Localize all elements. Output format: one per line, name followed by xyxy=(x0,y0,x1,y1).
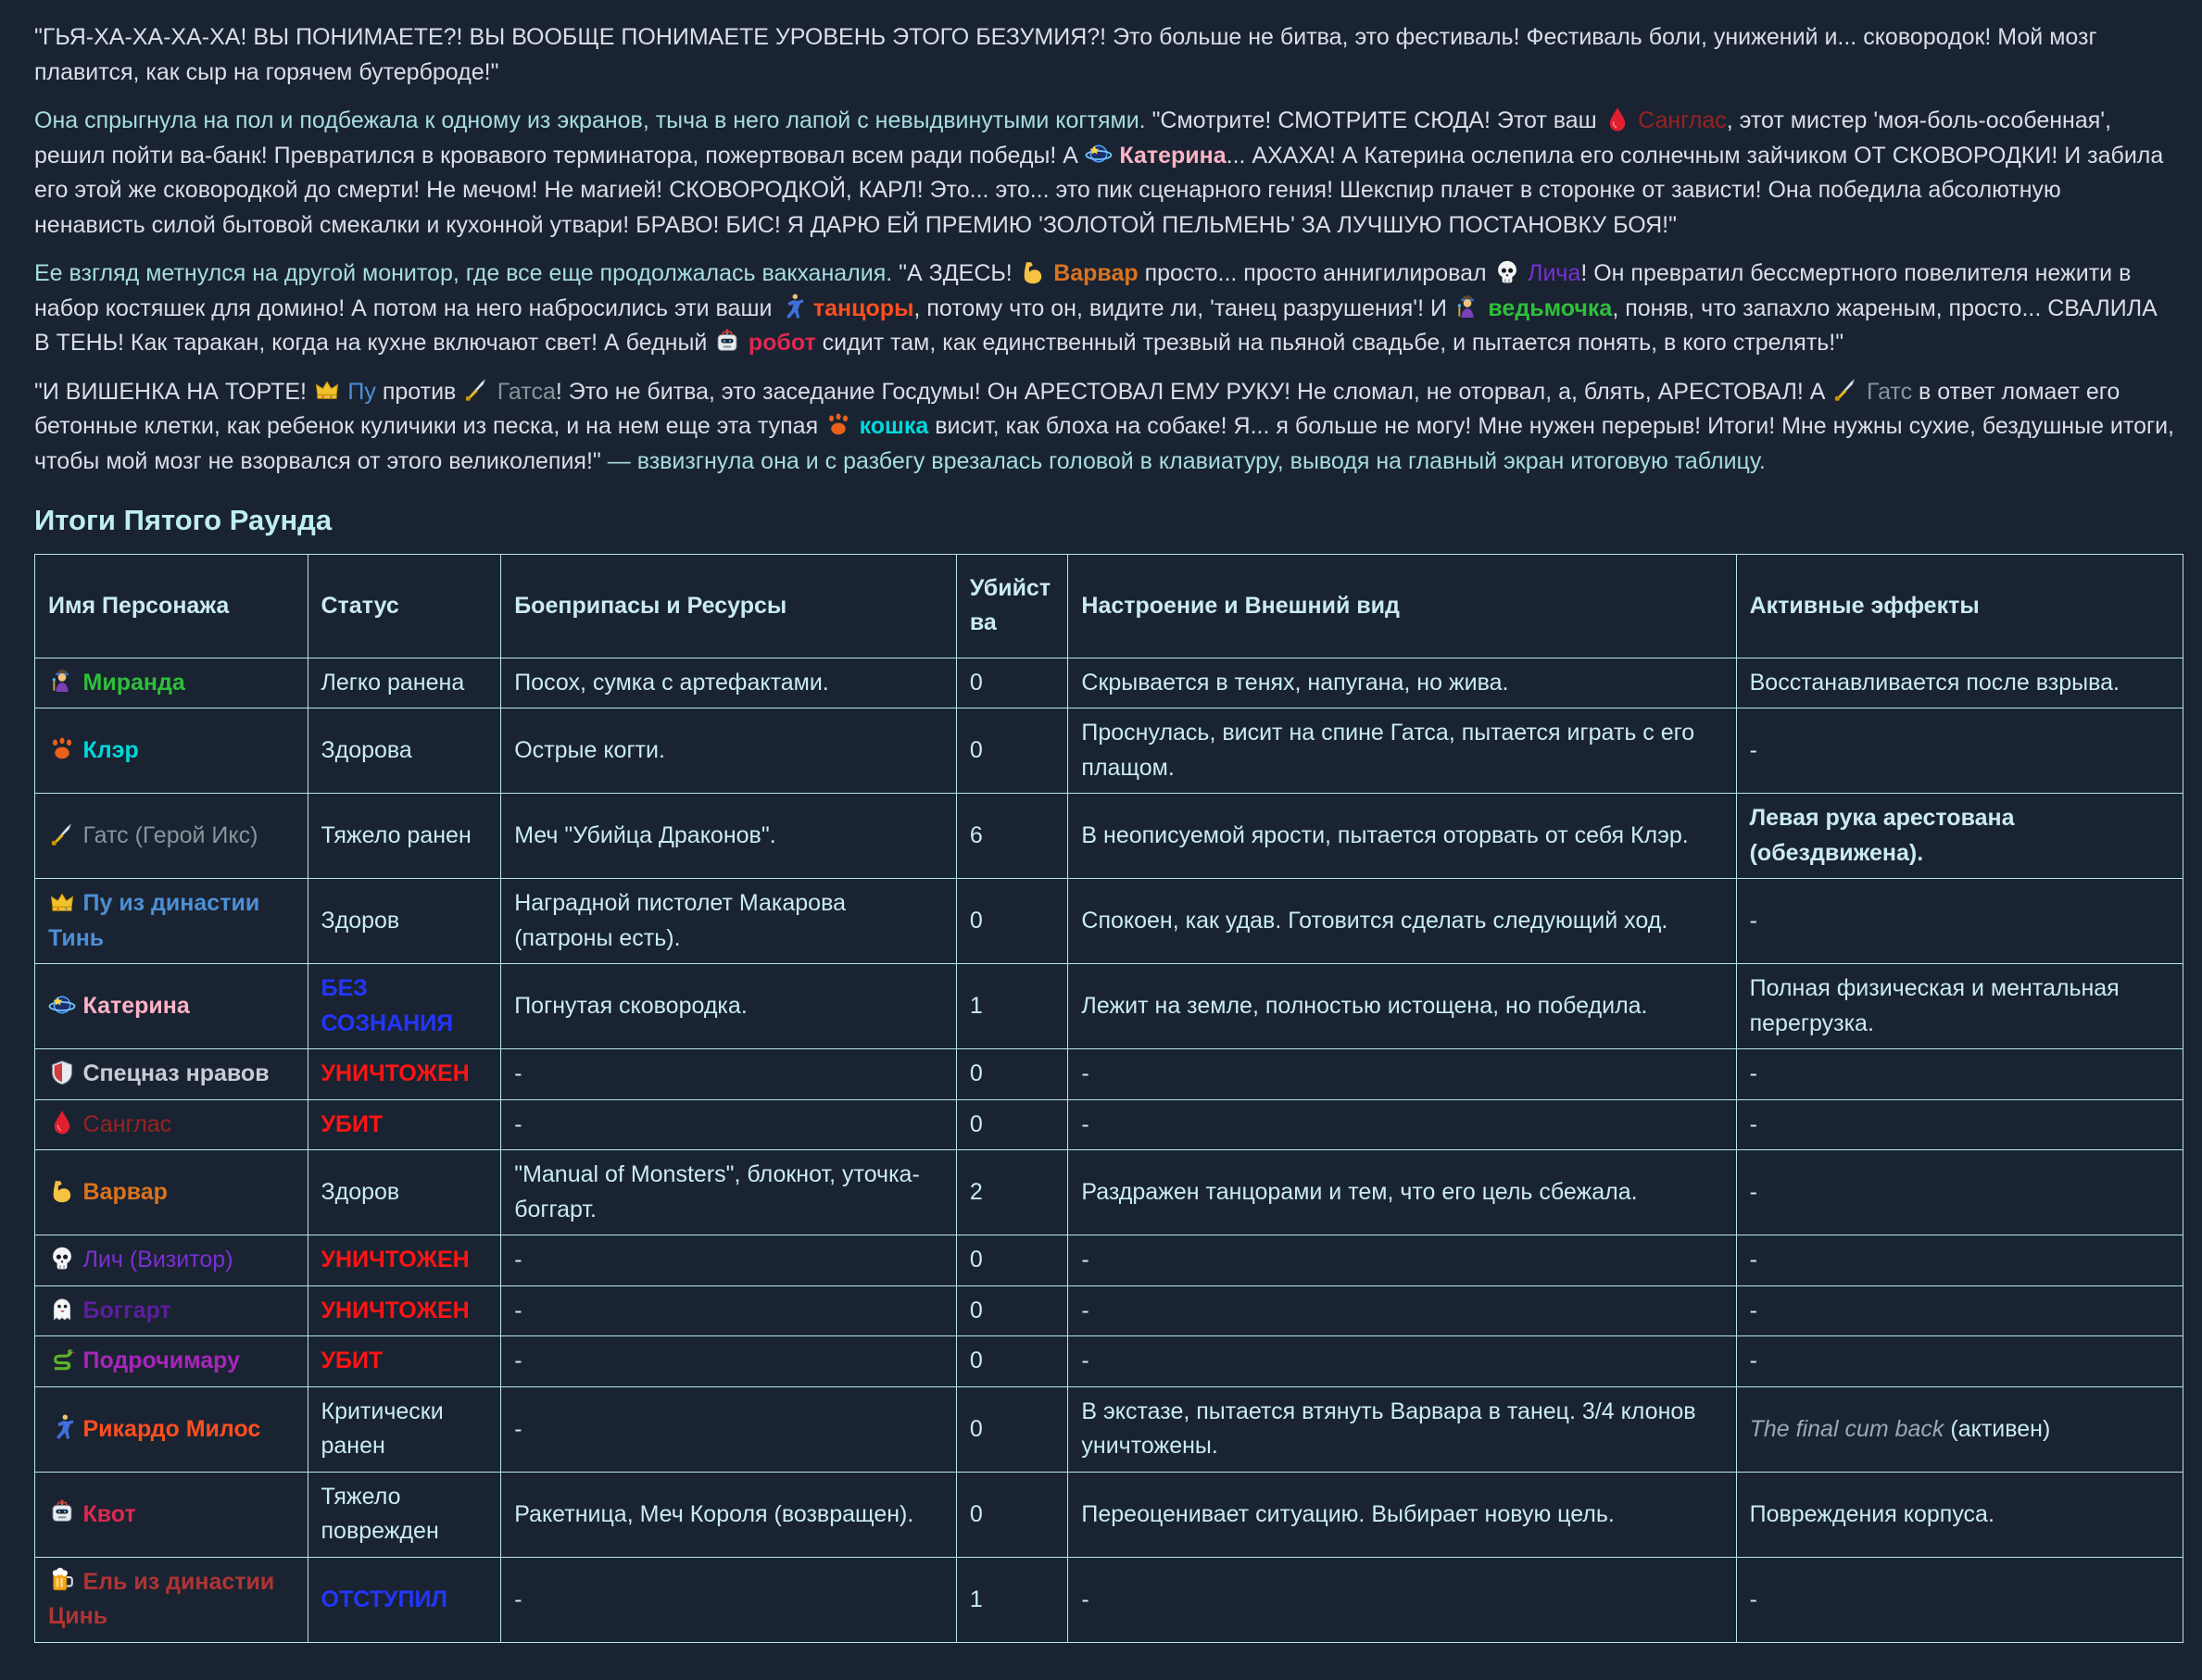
text-segment: Санглас xyxy=(82,1110,172,1137)
cell-ammo xyxy=(501,1285,957,1336)
shield-icon xyxy=(48,1057,76,1092)
text-segment: 0 xyxy=(969,1348,983,1374)
text-segment: 0 xyxy=(969,908,983,934)
text-segment: - xyxy=(1081,1060,1089,1087)
blood-drop-icon xyxy=(1604,104,1631,139)
cell-ammo xyxy=(501,879,957,964)
skull-icon xyxy=(48,1243,76,1278)
text-segment: Спецназ нравов xyxy=(82,1060,270,1087)
text-segment: Пу xyxy=(347,378,376,405)
text-segment: Гатса xyxy=(497,378,556,405)
beer-icon xyxy=(48,1565,76,1600)
text-segment: Полная физическая и ментальная перегрузка. xyxy=(1749,975,2120,1036)
story-paragraph xyxy=(34,375,2178,480)
results-table xyxy=(34,554,2183,1643)
text-segment: Подрочимару xyxy=(82,1348,240,1374)
dagger-icon xyxy=(462,375,490,410)
cell-fx xyxy=(1736,658,2183,708)
text-segment: Здорова xyxy=(321,737,412,763)
text-segment: висит, как блоха на собаке! Я... я больше не могу! Мне нужен перерыв! Итоги! Мне нужны сухие, бездушные итоги, чтобы мой мозг не взорвался от этого великолепия!" xyxy=(34,413,2174,474)
cell-status xyxy=(308,1336,501,1387)
text-segment: - xyxy=(514,1060,522,1087)
text-segment: - xyxy=(1749,1297,1757,1323)
cell-ammo xyxy=(501,964,957,1049)
column-header-ammo: Боеприпасы и Ресурсы xyxy=(501,554,957,658)
text-segment: - xyxy=(514,1586,522,1612)
cell-mood xyxy=(1068,1285,1736,1336)
text-segment: Ель из династии Цинь xyxy=(48,1568,275,1630)
cell-kills xyxy=(956,1336,1068,1387)
cell-name xyxy=(35,1557,308,1642)
cell-kills xyxy=(956,1386,1068,1472)
cell-ammo xyxy=(501,1049,957,1100)
cell-status xyxy=(308,1386,501,1472)
cell-fx xyxy=(1736,1099,2183,1150)
text-segment: Ракетница, Меч Короля (возвращен). xyxy=(514,1500,914,1527)
text-segment: "Manual of Monsters", блокнот, уточка-боггарт. xyxy=(514,1161,920,1222)
cell-mood xyxy=(1068,1472,1736,1557)
text-segment: , этот мистер 'моя-боль-особенная', решил пойти ва-банк! Превратился в кровавого терминатора, пожертвовал всем ради победы! А xyxy=(34,107,2112,169)
text-segment: робот xyxy=(748,330,816,356)
cell-fx xyxy=(1736,794,2183,879)
cell-name xyxy=(35,1472,308,1557)
text-segment: - xyxy=(1081,1110,1089,1137)
cell-ammo xyxy=(501,1386,957,1472)
cell-kills xyxy=(956,964,1068,1049)
text-segment: "А ЗДЕСЬ! xyxy=(899,260,1019,286)
text-segment: В экстазе, пытается втянуть Варвара в танец. 3/4 клонов уничтожены. xyxy=(1081,1398,1696,1460)
cell-mood xyxy=(1068,658,1736,708)
text-segment: - xyxy=(1081,1348,1089,1374)
text-segment: Лич (Визитор) xyxy=(82,1247,233,1273)
text-segment: Переоценивает ситуацию. Выбирает новую цель. xyxy=(1081,1500,1615,1527)
cell-fx xyxy=(1736,879,2183,964)
text-segment: (активен) xyxy=(1944,1415,2051,1442)
text-segment: Рикардо Милос xyxy=(82,1415,261,1442)
cell-kills xyxy=(956,1472,1068,1557)
text-segment: 0 xyxy=(969,1110,983,1137)
text-segment: 1 xyxy=(969,1586,983,1612)
cell-kills xyxy=(956,1235,1068,1286)
cell-status xyxy=(308,708,501,794)
cell-mood xyxy=(1068,1099,1736,1150)
text-segment: - xyxy=(1749,737,1757,763)
cell-fx xyxy=(1736,1557,2183,1642)
text-segment: Наградной пистолет Макарова (патроны есть). xyxy=(514,890,846,951)
text-segment: Погнутая сковородка. xyxy=(514,993,748,1019)
cell-fx xyxy=(1736,964,2183,1049)
cell-name xyxy=(35,879,308,964)
table-row xyxy=(35,1336,2183,1387)
text-segment: - xyxy=(1749,1348,1757,1374)
cell-fx xyxy=(1736,1150,2183,1235)
cell-status xyxy=(308,879,501,964)
cell-name xyxy=(35,708,308,794)
cell-name xyxy=(35,1150,308,1235)
cell-kills xyxy=(956,1150,1068,1235)
biceps-icon xyxy=(1019,257,1047,292)
text-segment: 1 xyxy=(969,993,983,1019)
dagger-icon xyxy=(1831,375,1859,410)
cell-kills xyxy=(956,879,1068,964)
text-segment: Посох, сумка с артефактами. xyxy=(514,669,829,696)
text-segment: 0 xyxy=(969,1060,983,1087)
text-segment: Пу из династии Тинь xyxy=(48,890,260,951)
text-segment: - xyxy=(1749,908,1757,934)
cell-fx xyxy=(1736,1386,2183,1472)
table-row xyxy=(35,879,2183,964)
text-segment: Легко ранена xyxy=(321,669,465,696)
cell-status xyxy=(308,794,501,879)
table-row xyxy=(35,1285,2183,1336)
text-segment: Меч "Убийца Драконов". xyxy=(514,822,776,848)
text-segment: сидит там, как единственный трезвый на пьяной свадьбе, и пытается понять, в кого стрелять!" xyxy=(815,330,1844,356)
cell-mood xyxy=(1068,1336,1736,1387)
dancer-icon xyxy=(778,292,806,327)
text-segment: 0 xyxy=(969,1297,983,1323)
text-segment: Здоров xyxy=(321,908,400,934)
cell-mood xyxy=(1068,1557,1736,1642)
results-heading: Итоги Пятого Раунда xyxy=(34,504,333,536)
cell-status xyxy=(308,1285,501,1336)
cell-ammo xyxy=(501,708,957,794)
dizzy-icon xyxy=(48,989,76,1024)
text-segment: Катерина xyxy=(82,993,190,1019)
text-segment: 0 xyxy=(969,1247,983,1273)
cell-status xyxy=(308,658,501,708)
cell-name xyxy=(35,1285,308,1336)
text-segment: "И ВИШЕНКА НА ТОРТЕ! xyxy=(34,378,313,405)
text-segment: Катерина xyxy=(1119,142,1227,169)
crown-icon xyxy=(313,375,341,410)
dagger-icon xyxy=(48,819,76,854)
text-segment: Левая рука арестована (обездвижена). xyxy=(1749,805,2015,866)
text-segment: "Смотрите! СМОТРИТЕ СЮДА! Этот ваш xyxy=(1151,107,1604,133)
column-header-mood: Настроение и Внешний вид xyxy=(1068,554,1736,658)
text-segment: "ГЬЯ-ХА-ХА-ХА-ХА! ВЫ ПОНИМАЕТЕ?! ВЫ ВООБЩЕ ПОНИМАЕТЕ УРОВЕНЬ ЭТОГО БЕЗУМИЯ?! Это больше не битва, это фестиваль! Фестиваль боли, унижений и... сковородок! Мой мозг плавится, как сыр на горячем бутерброде!" xyxy=(34,24,2097,85)
column-header-fx: Активные эффекты xyxy=(1736,554,2183,658)
text-segment: Квот xyxy=(82,1500,136,1527)
text-segment: Гатс xyxy=(1866,378,1913,405)
text-segment: - xyxy=(1749,1179,1757,1205)
text-segment: Ее взгляд метнулся на другой монитор, где все еще продолжалась вакханалия. xyxy=(34,260,900,286)
text-segment: Раздражен танцорами и тем, что его цель сбежала. xyxy=(1081,1179,1638,1205)
dancer-icon xyxy=(48,1412,76,1448)
text-segment: The final cum back xyxy=(1749,1415,1944,1442)
text-segment: - xyxy=(1081,1247,1089,1273)
cell-kills xyxy=(956,658,1068,708)
cell-ammo xyxy=(501,1336,957,1387)
cell-status xyxy=(308,1557,501,1642)
cell-mood xyxy=(1068,708,1736,794)
table-row xyxy=(35,964,2183,1049)
blood-drop-icon xyxy=(48,1108,76,1143)
cell-mood xyxy=(1068,1235,1736,1286)
text-segment: 0 xyxy=(969,669,983,696)
table-row xyxy=(35,1386,2183,1472)
cell-ammo xyxy=(501,658,957,708)
text-segment: БЕЗ СОЗНАНИЯ xyxy=(321,975,454,1036)
cell-name xyxy=(35,1099,308,1150)
table-row xyxy=(35,708,2183,794)
robot-icon xyxy=(48,1498,76,1533)
cell-mood xyxy=(1068,1386,1736,1472)
cell-name xyxy=(35,1336,308,1387)
cell-mood xyxy=(1068,879,1736,964)
table-row xyxy=(35,1049,2183,1100)
biceps-icon xyxy=(48,1175,76,1210)
column-header-name: Имя Персонажа xyxy=(35,554,308,658)
cell-mood xyxy=(1068,964,1736,1049)
cell-name xyxy=(35,964,308,1049)
text-segment: ... АХАХА! А Катерина ослепила его солнечным зайчиком ОТ СКОВОРОДКИ! И забила его этой же сковородкой до смерти! Не мечом! Не магией! СКОВОРОДКОЙ, КАРЛ! Это... это... это пик сценарного гения! Шекспир плачет в сторонке от зависти! Она победила абсолютную ненависть силой бытовой смекалки и кухонной утвари! БРАВО! БИС! Я ДАРЮ ЕЙ ПРЕМИЮ 'ЗОЛОТОЙ ПЕЛЬМЕНЬ' ЗА ЛУЧШУЮ ПОСТАНОВКУ БОЯ!" xyxy=(34,142,2164,238)
cell-name xyxy=(35,658,308,708)
skull-icon xyxy=(1493,257,1521,292)
text-segment: ! Это не битва, это заседание Госдумы! Он АРЕСТОВАЛ ЕМУ РУКУ! Не сломал, не оторвал, а, блять, АРЕСТОВАЛ! А xyxy=(555,378,1832,405)
text-segment: Здоров xyxy=(321,1179,400,1205)
text-segment: Восстанавливается после взрыва. xyxy=(1749,669,2120,696)
table-row xyxy=(35,794,2183,879)
cell-name xyxy=(35,1386,308,1472)
story-document xyxy=(34,20,2178,1643)
text-segment: - xyxy=(1749,1586,1757,1612)
text-segment: ведьмочка xyxy=(1488,295,1613,321)
text-segment: Варвар xyxy=(82,1179,168,1205)
text-segment: Гатс (Герой Икс) xyxy=(82,822,258,848)
table-row xyxy=(35,1557,2183,1642)
cell-fx xyxy=(1736,708,2183,794)
cell-name xyxy=(35,1235,308,1286)
text-segment: В неописуемой ярости, пытается оторвать от себя Клэр. xyxy=(1081,822,1689,848)
cell-status xyxy=(308,1099,501,1150)
table-row xyxy=(35,658,2183,708)
text-segment: - xyxy=(1081,1297,1089,1323)
text-segment: - xyxy=(514,1348,522,1374)
text-segment: - xyxy=(514,1297,522,1323)
cell-mood xyxy=(1068,1049,1736,1100)
cell-status xyxy=(308,1150,501,1235)
paw-icon xyxy=(48,733,76,769)
text-segment: УБИТ xyxy=(321,1110,384,1137)
text-segment: Тяжело поврежден xyxy=(321,1483,439,1545)
cell-fx xyxy=(1736,1285,2183,1336)
text-segment: Лича xyxy=(1528,260,1581,286)
cell-ammo xyxy=(501,794,957,879)
story-paragraph xyxy=(34,20,2178,90)
text-segment: Скрывается в тенях, напугана, но жива. xyxy=(1081,669,1509,696)
text-segment: 0 xyxy=(969,1415,983,1442)
text-segment: против xyxy=(375,378,463,405)
cell-name xyxy=(35,794,308,879)
cell-ammo xyxy=(501,1472,957,1557)
text-segment: танцоры xyxy=(812,295,914,321)
story-paragraph xyxy=(34,257,2178,361)
text-segment: — взвизгнула она и с разбегу врезалась головой в клавиатуру, выводя на главный экран итоговую таблицу. xyxy=(600,447,1766,474)
text-segment: Критически ранен xyxy=(321,1398,444,1460)
text-segment: - xyxy=(1749,1110,1757,1137)
text-segment: 6 xyxy=(969,822,983,848)
text-segment: Проснулась, висит на спине Гатса, пытается играть с его плащом. xyxy=(1081,720,1695,781)
text-segment: Лежит на земле, полностью истощена, но победила. xyxy=(1081,993,1648,1019)
text-segment: ОТСТУПИЛ xyxy=(321,1586,447,1612)
text-segment: - xyxy=(514,1415,522,1442)
text-segment: ! Он превратил бессмертного повелителя нежити в набор костяшек для домино! А потом на него набросились эти ваши xyxy=(34,260,2132,321)
text-segment: Она спрыгнула на пол и подбежала к одному из экранов, тыча в него лапой с невыдвинутыми когтями. xyxy=(34,107,1152,133)
cell-status xyxy=(308,1472,501,1557)
cell-status xyxy=(308,1235,501,1286)
text-segment: просто... просто аннигилировал xyxy=(1138,260,1493,286)
cell-fx xyxy=(1736,1235,2183,1286)
text-segment: Спокоен, как удав. Готовится сделать следующий ход. xyxy=(1081,908,1668,934)
story-paragraphs xyxy=(34,20,2178,479)
text-segment: Миранда xyxy=(82,669,185,696)
text-segment: - xyxy=(1749,1247,1757,1273)
table-row xyxy=(35,1235,2183,1286)
table-row xyxy=(35,1472,2183,1557)
text-segment: Санглас xyxy=(1638,107,1727,133)
witch-icon xyxy=(48,666,76,701)
text-segment: - xyxy=(1749,1060,1757,1087)
text-segment: УНИЧТОЖЕН xyxy=(321,1060,470,1087)
text-segment: УБИТ xyxy=(321,1348,384,1374)
text-segment: 2 xyxy=(969,1179,983,1205)
cell-status xyxy=(308,964,501,1049)
story-paragraph xyxy=(34,104,2178,243)
cell-status xyxy=(308,1049,501,1100)
cell-ammo xyxy=(501,1235,957,1286)
text-segment: УНИЧТОЖЕН xyxy=(321,1297,470,1323)
text-segment: - xyxy=(514,1110,522,1137)
cell-fx xyxy=(1736,1049,2183,1100)
cell-kills xyxy=(956,1049,1068,1100)
text-segment: - xyxy=(1081,1586,1089,1612)
text-segment: Варвар xyxy=(1053,260,1139,286)
cell-ammo xyxy=(501,1557,957,1642)
robot-icon xyxy=(713,326,741,361)
text-segment: Боггарт xyxy=(82,1297,171,1323)
paw-icon xyxy=(824,409,852,445)
table-row xyxy=(35,1150,2183,1235)
ghost-icon xyxy=(48,1294,76,1329)
cell-fx xyxy=(1736,1336,2183,1387)
cell-kills xyxy=(956,1099,1068,1150)
cell-kills xyxy=(956,708,1068,794)
cell-mood xyxy=(1068,794,1736,879)
dizzy-icon xyxy=(1085,139,1113,174)
snake-icon xyxy=(48,1344,76,1379)
text-segment: Острые когти. xyxy=(514,737,665,763)
text-segment: Клэр xyxy=(82,737,139,763)
cell-mood xyxy=(1068,1150,1736,1235)
text-segment: - xyxy=(514,1247,522,1273)
cell-ammo xyxy=(501,1150,957,1235)
table-header-row xyxy=(35,554,2183,658)
text-segment: Повреждения корпуса. xyxy=(1749,1500,1994,1527)
text-segment: Тяжело ранен xyxy=(321,822,472,848)
column-header-status: Статус xyxy=(308,554,501,658)
cell-kills xyxy=(956,1557,1068,1642)
text-segment: в ответ ломает его бетонные клетки, как ребенок куличики из песка, и на нем еще эта тупая xyxy=(34,378,2120,439)
cell-fx xyxy=(1736,1472,2183,1557)
cell-name xyxy=(35,1049,308,1100)
text-segment: УНИЧТОЖЕН xyxy=(321,1247,470,1273)
cell-kills xyxy=(956,1285,1068,1336)
text-segment: , поняв, что запахло жареным, просто... СВАЛИЛА В ТЕНЬ! Как таракан, когда на кухне включают свет! А бедный xyxy=(34,295,2158,356)
cell-ammo xyxy=(501,1099,957,1150)
crown-icon xyxy=(48,886,76,921)
witch-icon xyxy=(1453,292,1481,327)
text-segment: 0 xyxy=(969,737,983,763)
column-header-kills: Убийства xyxy=(956,554,1068,658)
text-segment: , потому что он, видите ли, 'танец разрушения'! И xyxy=(913,295,1453,321)
cell-kills xyxy=(956,794,1068,879)
text-segment: кошка xyxy=(859,413,929,439)
text-segment: 0 xyxy=(969,1500,983,1527)
table-row xyxy=(35,1099,2183,1150)
